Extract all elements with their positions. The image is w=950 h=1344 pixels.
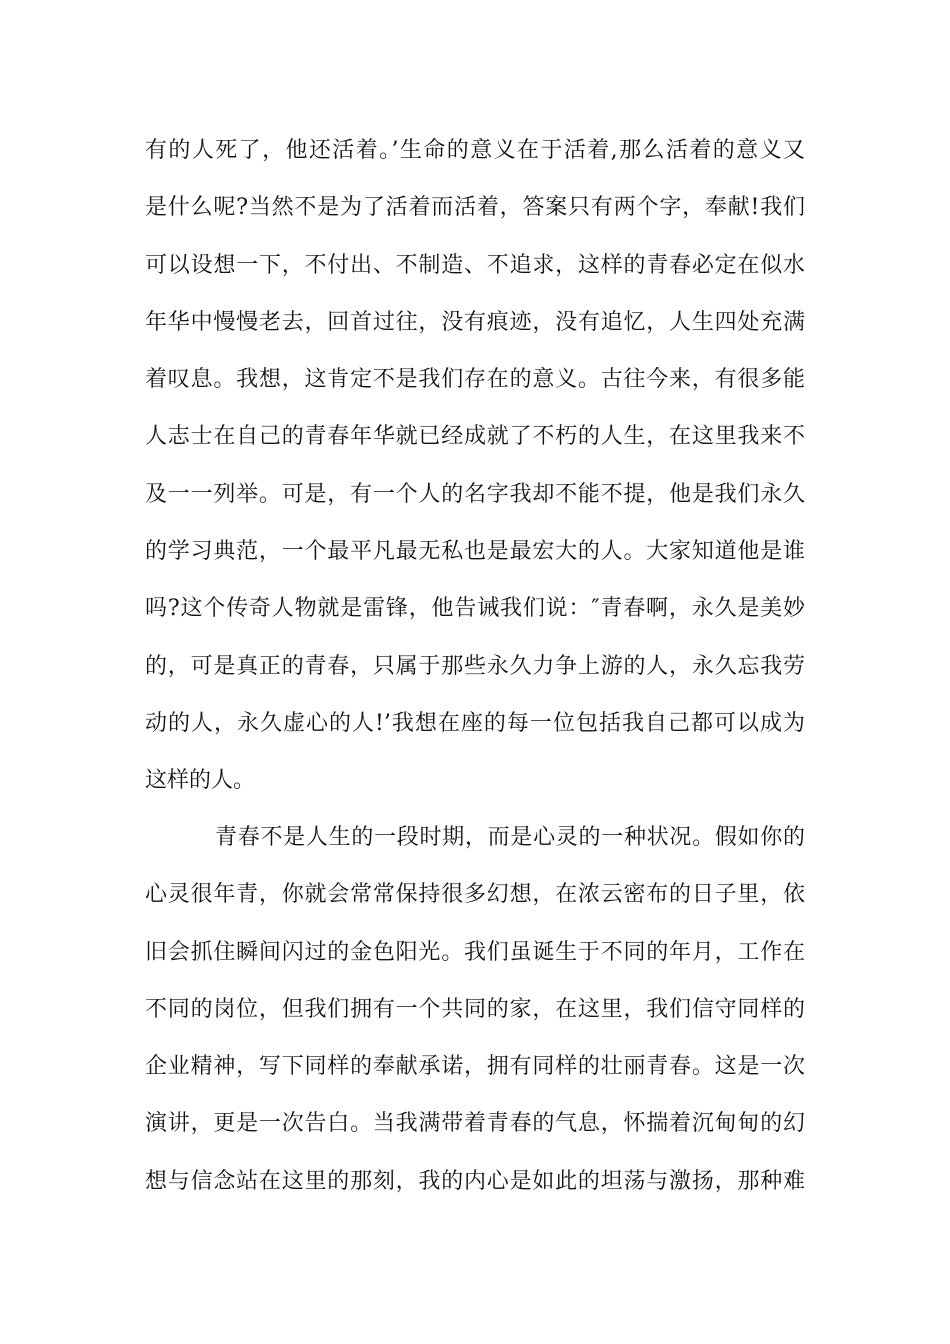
- text-line: 企业精神，写下同样的奉献承诺，拥有同样的壮丽青春。这是一次: [145, 1054, 805, 1080]
- text-line: 动的人，永久虚心的人!’我想在座的每一位包括我自己都可以成为: [145, 710, 805, 736]
- text-line: 的学习典范，一个最平凡最无私也是最宏大的人。大家知道他是谁: [145, 539, 805, 565]
- text-line: 青春不是人生的一段时期，而是心灵的一种状况。假如你的: [215, 825, 805, 850]
- text-line: 年华中慢慢老去，回首过往，没有痕迹，没有追忆，人生四处充满: [145, 309, 805, 335]
- text-line: 的，可是真正的青春，只属于那些永久力争上游的人，永久忘我劳: [145, 653, 805, 679]
- paragraph-1: [145, 122, 805, 810]
- text-line: 想与信念站在这里的那刻，我的内心是如此的坦荡与激扬，那种难: [145, 1168, 805, 1194]
- text-line: 演讲，更是一次告白。当我满带着青春的气息，怀揣着沉甸甸的幻: [145, 1111, 805, 1137]
- text-line: 吗?这个传奇人物就是雷锋，他告诫我们说：″青春啊，永久是美妙: [145, 596, 805, 622]
- text-line: 这样的人。: [145, 768, 256, 794]
- text-line: 人志士在自己的青春年华就已经成就了不朽的人生，在这里我来不: [145, 424, 805, 450]
- text-line: 旧会抓住瞬间闪过的金色阳光。我们虽诞生于不同的年月，工作在: [145, 939, 805, 965]
- text-line: 有的人死了，他还活着。’生命的意义在于活着,那么活着的意义又: [145, 138, 805, 163]
- text-line: 着叹息。我想，这肯定不是我们存在的意义。古往今来，有很多能: [145, 367, 805, 393]
- text-line: 是什么呢?当然不是为了活着而活着，答案只有两个字，奉献!我们: [145, 195, 805, 221]
- paragraph-2: [145, 809, 805, 1210]
- text-line: 可以设想一下，不付出、不制造、不追求，这样的青春必定在似水: [145, 252, 805, 278]
- text-line: 心灵很年青，你就会常常保持很多幻想，在浓云密布的日子里，依: [145, 882, 805, 908]
- text-line: 及一一列举。可是，有一个人的名字我却不能不提，他是我们永久: [145, 481, 805, 507]
- text-line: 不同的岗位，但我们拥有一个共同的家，在这里，我们信守同样的: [145, 996, 805, 1022]
